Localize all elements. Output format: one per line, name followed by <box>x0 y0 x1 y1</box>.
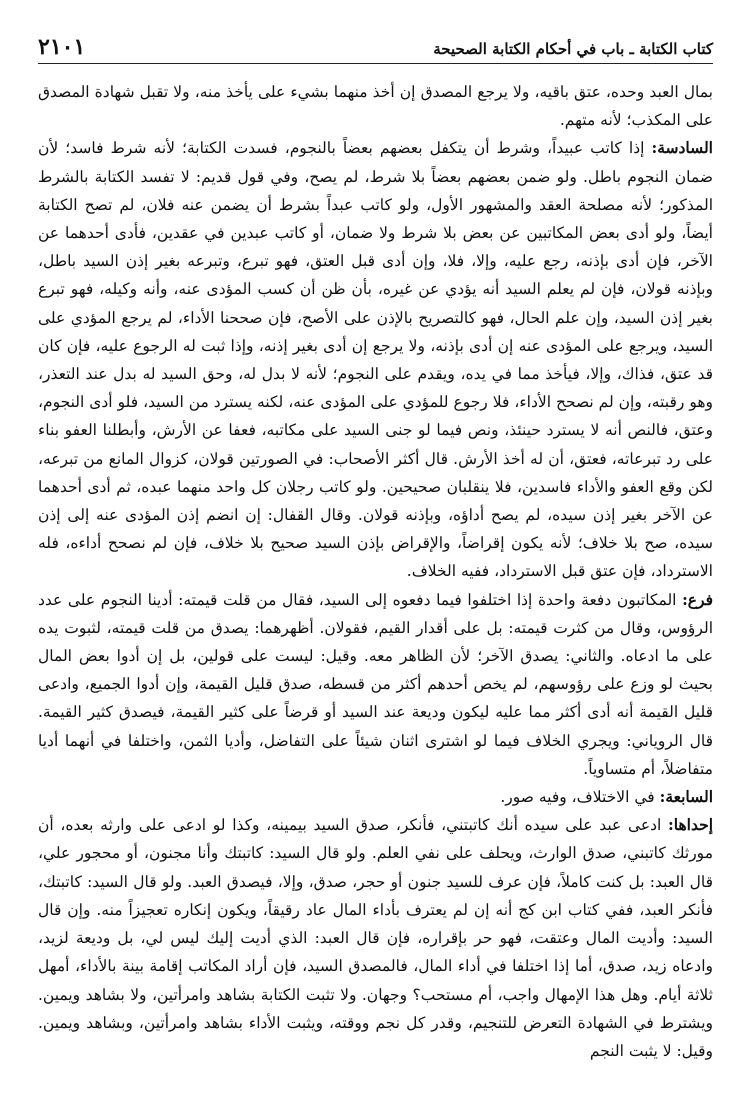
paragraph-3 <box>38 586 713 783</box>
paragraph-3-lead: فرع: <box>682 589 713 609</box>
running-header <box>38 26 713 64</box>
paragraph-2 <box>38 134 713 585</box>
paragraph-3-text: المكاتبون دفعة واحدة إذا اختلفوا فيما دفعوه إلى السيد، فقال من قلت قيمته: أدينا النجوم على عدد الرؤوس، وقال من كثرت قيمته: بل على أقدار القيم، فقولان. أظهرهما: يصدق من قلت قيمته، لثبوت يده على ما ادعاه. والثاني: يصدق الآخر؛ لأن الظاهر معه. وقيل: ليست على قولين، بل إن أدوا بعض المال بحيث لو وزع على رؤوسهم، لم يخص أحدهم أكثر من قسطه، صدق قليل القيمة، وإن أدوا الجميع، وادعى قليل القيمة أنه أدى أكثر مما عليه ليكون وديعة عند السيد أو قرضاً على كثير القيمة، فيصدق كثير القيمة. قال الروياني: ويجري الخلاف فيما لو اشترى اثنان شيئاً على التفاضل، وأديا الثمن، واختلفا في أنهما أديا متفاضلاً، أم متساوياً. <box>38 590 713 778</box>
paragraph-1 <box>38 78 713 134</box>
paragraph-2-lead: السادسة: <box>651 138 713 158</box>
paragraph-4-lead: السابعة: <box>659 787 713 807</box>
paragraph-5 <box>38 811 713 1065</box>
body-text <box>38 78 713 1065</box>
paragraph-5-text: ادعى عبد على سيده أنك كاتبتني، فأنكر، صدق السيد بيمينه، وكذا لو ادعى على وارثه بعده، أن مورثك كاتبني، صدق الوارث، ويحلف على نفي العلم. ولو قال السيد: كاتبتك وأنا مجنون، أو محجور علي، قال العبد: بل كنت كاملاً، فإن عرف للسيد جنون أو حجر، صدق، وإلا، فيصدق العبد. ولو قال السيد: كاتبتك، فأنكر العبد، ففي كتاب ابن كج أنه إن لم يعترف بأداء المال عاد رقيقاً، ويكون إنكاره تعجيزاً منه. وإن قال السيد: وأديت المال وعتقت، فهو حر بإقراره، فإن قال العبد: الذي أديت إليك ليس لي، بل وديعة لزيد، وادعاه زيد، صدق، أما إذا اختلفا في أداء المال، فالمصدق السيد، فإن أراد المكاتب إقامة بينة بالأداء، أمهل ثلاثة أيام. وهل هذا الإمهال واجب، أم مستحب؟ وجهان. ولا تثبت الكتابة بشاهد وامرأتين، ولا بشاهد ويمين. ويشترط في الشهادة التعرض للتنجيم، وقدر كل نجم ووقته، ويثبت الأداء بشاهد وامرأتين، وبشاهد ويمين. وقيل: لا يثبت النجم <box>38 816 713 1060</box>
paragraph-2-text: إذا كاتب عبيداً، وشرط أن يتكفل بعضهم بعضاً بالنجوم، فسدت الكتابة؛ لأنه شرط فاسد؛ لأن ضمان النجوم باطل. ولو ضمن بعضهم بعضاً بلا شرط، لم يصح، وفي قول قديم: لا تفسد الكتابة بالشرط المذكور؛ لأنه مصلحة العقد والمشهور الأول، ولو كاتب عبداً بشرط أن يضمن عنه فلان، لم تصح الكتابة أيضاً، ولو أدى بعض المكاتبين عن بعض بلا شرط ولا ضمان، أو كاتب عبدين في عقدين، فأدى أحدهما عن الآخر، فإن أدى بإذنه، رجع عليه، وإلا، فلا، وإن أدى قبل العتق، فهو تبرع، وتبرعه بغير إذن السيد باطل، وبإذنه قولان، فإن لم يعلم السيد أنه يؤدي عن غيره، بأن ظن أن كسب المؤدى عنه، وأنه وكيله، فهو تبرع بغير إذن السيد، وإن علم الحال، فهو كالتصريح بالإذن على الأصح، فإن صححنا الأداء، لم يرجع المؤدي على السيد، ويرجع على المؤدى عنه إن أدى بإذنه، ولا يرجع إن أدى بغير إذنه، وإذا ثبت له الرجوع عليه، فإن كان قد عتق، فذاك، وإلا، فيأخذ مما في يده، ويقدم على النجوم؛ لأنه لا بدل له، وحق السيد له بدل عند التعذر، وهو رقبته، وإن لم نصحح الأداء، فلا رجوع للمؤدي على المؤدى عنه، لكنه يسترد من السيد، فلو أدى النجوم، وعتق، فالنص أنه لا يسترد حينئذ، ونص فيما لو جنى السيد على مكاتبه، فعفا عن الأرش، وأبطلنا العفو بناء على رد تبرعاته، فعتق، أن له أخذ الأرش. قال أكثر الأصحاب: في الصورتين قولان، كزوال المانع من تبرعه، لكن وقع العفو والأداء فاسدين، فلا ينقلبان صحيحين. ولو كاتب رجلان كل واحد منهما عبده، ثم أدى أحدهما عن الآخر بغير إذن سيده، لم يصح أداؤه، وبإذنه قولان. وقال القفال: إن انضم إذن المؤدى عنه إلى إذن سيده، صح بلا خلاف؛ لأنه يكون إقراضاً، والإقراض بإذن السيد صحيح بلا خلاف، فإن لم نصحح أداءه، فله الاسترداد، فإن عتق قبل الاسترداد، ففيه الخلاف. <box>38 139 713 581</box>
paragraph-1-text: بمال العبد وحده، عتق باقيه، ولا يرجع المصدق إن أخذ منهما بشيء على يأخذ منه، ولا تقبل شهادة المصدق على المكذب؛ لأنه متهم. <box>38 83 713 130</box>
chapter-title: كتاب الكتابة ـ باب في أحكام الكتابة الصحيحة <box>433 40 713 58</box>
paragraph-4 <box>38 783 713 811</box>
paragraph-5-lead: إحداها: <box>668 815 713 835</box>
page-number: ٢١٠١ <box>38 34 86 60</box>
paragraph-4-text: في الاختلاف، وفيه صور. <box>500 788 660 807</box>
